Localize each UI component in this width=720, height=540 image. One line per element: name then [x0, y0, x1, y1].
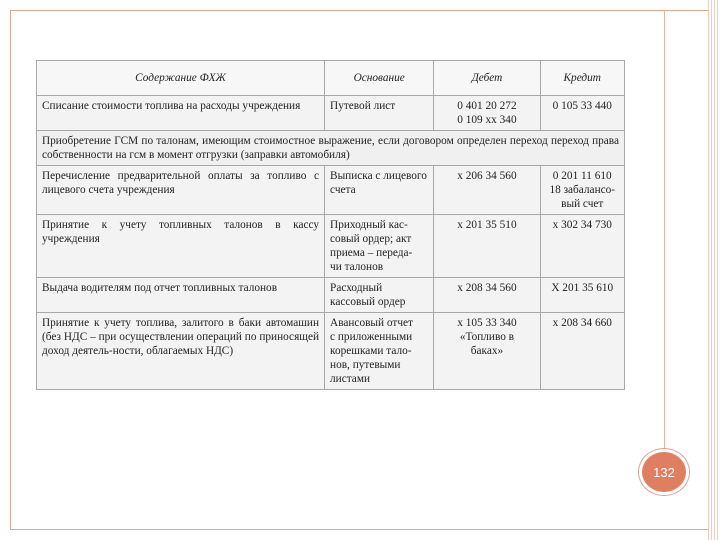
table-row — [37, 96, 625, 131]
decorative-stripes — [708, 0, 720, 540]
cell-content: Перечисление предварительной оплаты за топливо с лицевого счета учреждения — [37, 166, 325, 215]
cell-credit: 0 105 33 440 — [540, 96, 625, 131]
cell-debit: х 208 34 560 — [434, 278, 540, 313]
cell-debit: 0 401 20 272 0 109 хх 340 — [434, 96, 540, 131]
cell-debit: х 206 34 560 — [434, 166, 540, 215]
section-row — [37, 131, 625, 166]
header-basis: Основание — [325, 61, 434, 96]
page-number-badge — [642, 452, 686, 492]
cell-content: Выдача водителям под отчет топливных талонов — [37, 278, 325, 313]
header-debit: Дебет — [434, 61, 540, 96]
cell-basis: Расходный кассовый ордер — [325, 278, 434, 313]
cell-content: Списание стоимости топлива на расходы учреждения — [37, 96, 325, 131]
cell-credit: х 208 34 660 — [540, 313, 625, 390]
table-header-row — [37, 61, 625, 96]
header-content: Содержание ФХЖ — [37, 61, 325, 96]
cell-credit: Х 201 35 610 — [540, 278, 625, 313]
cell-debit: х 201 35 510 — [434, 215, 540, 278]
table-row — [37, 313, 625, 390]
table-row — [37, 215, 625, 278]
accounting-table-wrapper — [36, 60, 625, 390]
cell-basis: Путевой лист — [325, 96, 434, 131]
decorative-line — [664, 10, 665, 450]
cell-content: Принятие к учету топлива, залитого в баки автомашин (без НДС – при осуществлении операций по приносящей доход деятель-ности, облагаемых НДС) — [37, 313, 325, 390]
cell-debit: х 105 33 340 «Топливо в баках» — [434, 313, 540, 390]
table-row — [37, 278, 625, 313]
cell-basis: Выписка с лицевого счета — [325, 166, 434, 215]
table-row — [37, 166, 625, 215]
section-text: Приобретение ГСМ по талонам, имеющим стоимостное выражение, если договором определен переход переход права собственности на гсм в момент отгрузки (заправки автомобиля) — [37, 131, 625, 166]
header-credit: Кредит — [540, 61, 625, 96]
cell-basis: Приходный кас- совый ордер; акт приема – переда- чи талонов — [325, 215, 434, 278]
cell-content: Принятие к учету топливных талонов в кассу учреждения — [37, 215, 325, 278]
page-number: 132 — [653, 464, 675, 480]
cell-credit: х 302 34 730 — [540, 215, 625, 278]
accounting-table — [36, 60, 625, 390]
cell-basis: Авансовый отчет с приложенными корешками тало- нов, путевыми листами — [325, 313, 434, 390]
cell-credit: 0 201 11 610 18 забалансо- вый счет — [540, 166, 625, 215]
